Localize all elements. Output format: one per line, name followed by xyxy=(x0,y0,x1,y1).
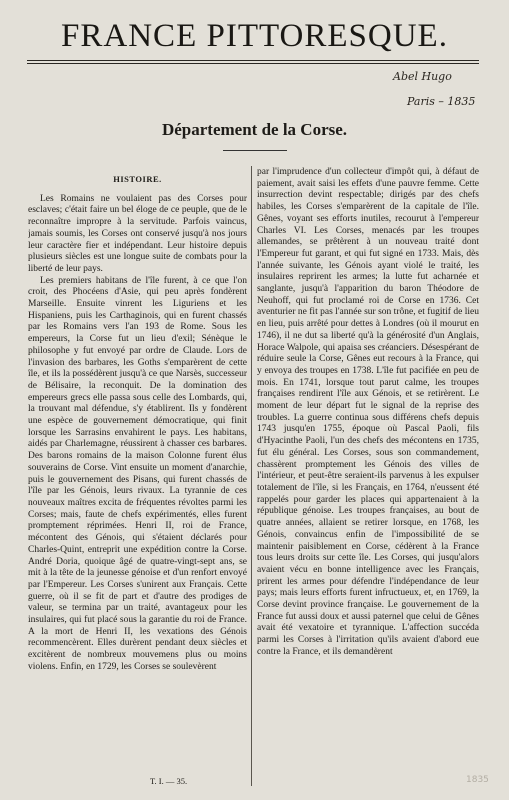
masthead-rule-thick xyxy=(27,63,479,64)
handwritten-author: Abel Hugo xyxy=(393,70,452,83)
paragraph: par l'imprudence d'un collecteur d'impôt qui, à défaut de paiement, avait saisi les effets d'une pauvre femme. Cette insurrection devint respectable; dirigés par des chefs habiles, les Corses s'emparèrent de la capitale de l'île. Gênes, voyant ses efforts inutiles, recourut à l'empereur Charles VI. Les Corses, menacés par les troupes allemandes, se prêtèrent à un nouveau traité dont l'Empereur fut garant, et qui fut signé en 1733. Mais, dès l'année suivante, les Génois ayant violé le traité, les insulaires reprirent les armes; la lutte fut acharnée et sanglante, jusqu'à l'apparition du baron Théodore de Neuhoff, qui fut proclamé roi de Corse en 1736. Cet aventurier ne fit pas l'année sur son trône, et fugitif de lieu en lieu, puis arrêté pour dettes à Londres (où il mourut en 1746), il ne dut sa liberté qu'à la générosité d'un Anglais, Horace Walpole, qui apaisa ses créanciers. Désespérant de réduire seule la Corse, Gênes eut recours à la France, qui y envoya des troupes en 1738. L'île fut pacifiée en peu de mois. En 1741, lorsque tout parut calme, les troupes françaises rendirent l'île aux Génois, et se retirèrent. Le moment de leur départ fut le signal de la reprise des troubles. La guerre continua sous différens chefs depuis 1743 jusqu'en 1755, époque où Pascal Paoli, fils d'Hyacinthe Paoli, l'un des chefs des mécontens en 1735, fut élu général. Les Corses, sous son commandement, chassèrent promptement les Génois des villes de l'intérieur, et peut-être seraient-ils parvenus à les expulser totalement de l'île, si les Français, en 1764, n'eussent été rappelés pour garder les places qui appartenaient à la république génoise. Les troupes françaises, au bout de quatre années, allaient se retirer lorsque, en 1768, les Génois, convaincus enfin de l'impossibilité de se maintenir paisiblement en Corse, cédèrent à la France tous leurs droits sur cette île. Les Corses, qui jusqu'alors avaient vécu en bonne intelligence avec les Français, prirent les armes pour défendre l'indépendance de leur pays; mais leurs efforts furent infructueux, et, en 1769, la Corse devint province française. Le gouvernement de la France fut aussi doux et aussi paternel que celui de Gênes avait été vexatoire et tyrannique. L'affection succéda parmi les Corses à l'irritation qu'ils avaient d'abord eue contre la France, et ils demandèrent xyxy=(257,167,479,657)
page-signature: T. I. — 35. xyxy=(150,776,188,786)
title-divider xyxy=(223,150,287,151)
library-stamp: 1835 xyxy=(466,775,489,785)
right-column xyxy=(257,167,479,788)
masthead-rule-thin xyxy=(27,60,479,61)
paragraph: Les premiers habitans de l'île furent, à ce que l'on croit, des Phocéens d'Asie, qui peu après fondèrent Marseille. Ensuite vinrent les Liguriens et les Hispaniens, puis les Carthaginois, qui en furent chassés par les Romains vers l'an 193 de Rome. Sous les empereurs, la Corse fut un lieu d'exil; Sénèque le philosophe y fut envoyé par ordre de Claude. Lors de l'invasion des barbares, les Goths s'emparèrent de cette île, et ils la possédèrent jusqu'à ce que Narsès, successeur de Bélisaire, la reconquit. De la domination des empereurs grecs elle passa sous celle des Lombards, qui, la trouvant mal défendue, s'y établirent. Ils y fondèrent une espèce de gouvernement démocratique, qui finit lorsque les Sarrasins envahirent le pays. Les habitans, aidés par Charlemagne, réussirent à chasser ces barbares. Des barons romains de la maison Colonne furent élus souverains de Corse. Vint ensuite un moment d'anarchie, puis le gouvernement des Pisans, qui furent chassés de l'île par les Génois, leurs rivaux. La tyrannie de ces nouveaux maîtres excita de fréquentes révoltes parmi les Corses; mais, faute de chefs expérimentés, elles furent promptement réprimées. Henri II, roi de France, mécontent des Génois, qui s'étaient déclarés pour Charles-Quint, entreprit une expédition contre la Corse. André Doria, quoique âgé de quatre-vingt-sept ans, se mit à la tête de la jeunesse génoise et d'un renfort envoyé par l'Empereur. Les Corses s'unirent aux Français. Cette guerre, où il se fit de part et d'autre des prodiges de valeur, se termina par un traité, avantageux pour les insulaires, qui fut placé sous la garantie du roi de France. A la mort de Henri II, les vexations des Génois recommencèrent. Elles durèrent pendant deux siècles et excitèrent de nombreux mouvemens plus ou moins violens. Enfin, en 1729, les Corses se soulevèrent xyxy=(28,275,247,672)
paragraph: Les Romains ne voulaient pas des Corses pour esclaves; c'était faire un bel éloge de ce peuple, que de le reconnaître impropre à la servitude. Parfois vaincus, jamais soumis, les Corses ont conservé jusqu'à nos jours leur caractère fier et indépendant. Leur histoire depuis plusieurs siècles est une longue suite de combats pour la liberté de leur pays. xyxy=(28,193,247,274)
column-divider xyxy=(251,166,252,786)
department-title: Département de la Corse. xyxy=(161,120,348,139)
left-column xyxy=(28,168,247,762)
section-heading: HISTOIRE. xyxy=(113,174,162,184)
masthead-title: FRANCE PITTORESQUE. xyxy=(61,18,448,54)
handwritten-place-date: Paris – 1835 xyxy=(407,95,476,108)
